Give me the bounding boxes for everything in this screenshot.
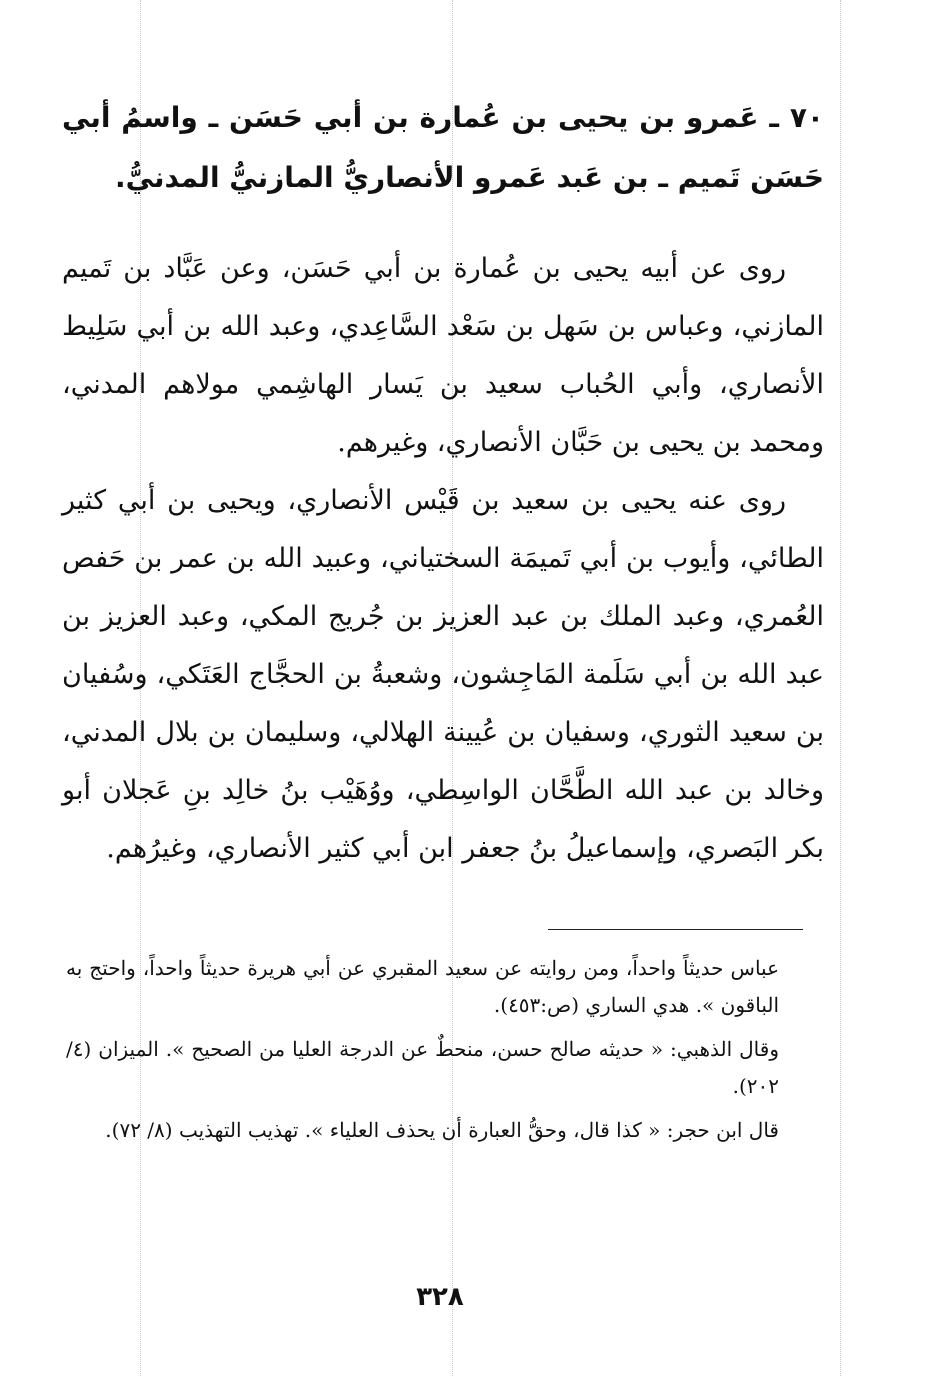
footnotes: [66, 950, 779, 1156]
footnote-item: قال ابن حجر: « كذا قال، وحقُّ العبارة أن يحذف العلياء ». تهذيب التهذيب (٨/ ٧٢).: [105, 1118, 779, 1142]
scan-artifact-line: [840, 0, 841, 1376]
footnote-item: وقال الذهبي: « حديثه صالح حسن، منحطٌ عن الدرجة العليا من الصحيح ». الميزان (٤/ ٢٠٢).: [66, 1037, 779, 1098]
footnote-item: عباس حديثاً واحداً، ومن روايته عن سعيد المقبري عن أبي هريرة حديثاً واحداً، واحتج به الباقون ». هدي الساري (ص:٤٥٣).: [66, 956, 779, 1017]
footnote-separator: [548, 929, 803, 930]
entry-heading: ٧٠ ـ عَمرو بن يحيى بن عُمارة بن أبي حَسَن ـ واسمُ أبي حَسَن تَميم ـ بن عَبد عَمرو الأنصاريُّ المازنيُّ المدنيُّ.: [62, 101, 824, 194]
narrated-from-paragraph: روى عن أبيه يحيى بن عُمارة بن أبي حَسَن، وعن عَبَّاد بن تَميم المازني، وعباس بن سَهل بن سَعْد السَّاعِدي، وعبد الله بن أبي سَلِيط الأنصاري، وأبي الحُباب سعيد بن يَسار الهاشِمي مولاهم المدني، ومحمد بن يحيى بن حَبَّان الأنصاري، وغيرهم.: [62, 253, 824, 458]
page-number: ٣٢٨: [416, 1282, 464, 1312]
narrated-by-paragraph: روى عنه يحيى بن سعيد بن قَيْس الأنصاري، ويحيى بن أبي كثير الطائي، وأيوب بن أبي تَميمَة السختياني، وعبيد الله بن عمر بن حَفص العُمري، وعبد الملك بن عبد العزيز بن جُريج المكي، وعبد العزيز بن عبد الله بن أبي سَلَمة المَاجِشون، وشعبةُ بن الحجَّاج العَتَكي، وسُفيان بن سعيد الثوري، وسفيان بن عُيينة الهلالي، وسليمان بن بلال المدني، وخالد بن عبد الله الطَّحَّان الواسِطي، ووُهَيْب بنُ خالِد بنِ عَجلان أبو بكر البَصري، وإسماعيلُ بنُ جعفر ابن أبي كثير الأنصاري، وغيرُهم.: [62, 485, 824, 864]
